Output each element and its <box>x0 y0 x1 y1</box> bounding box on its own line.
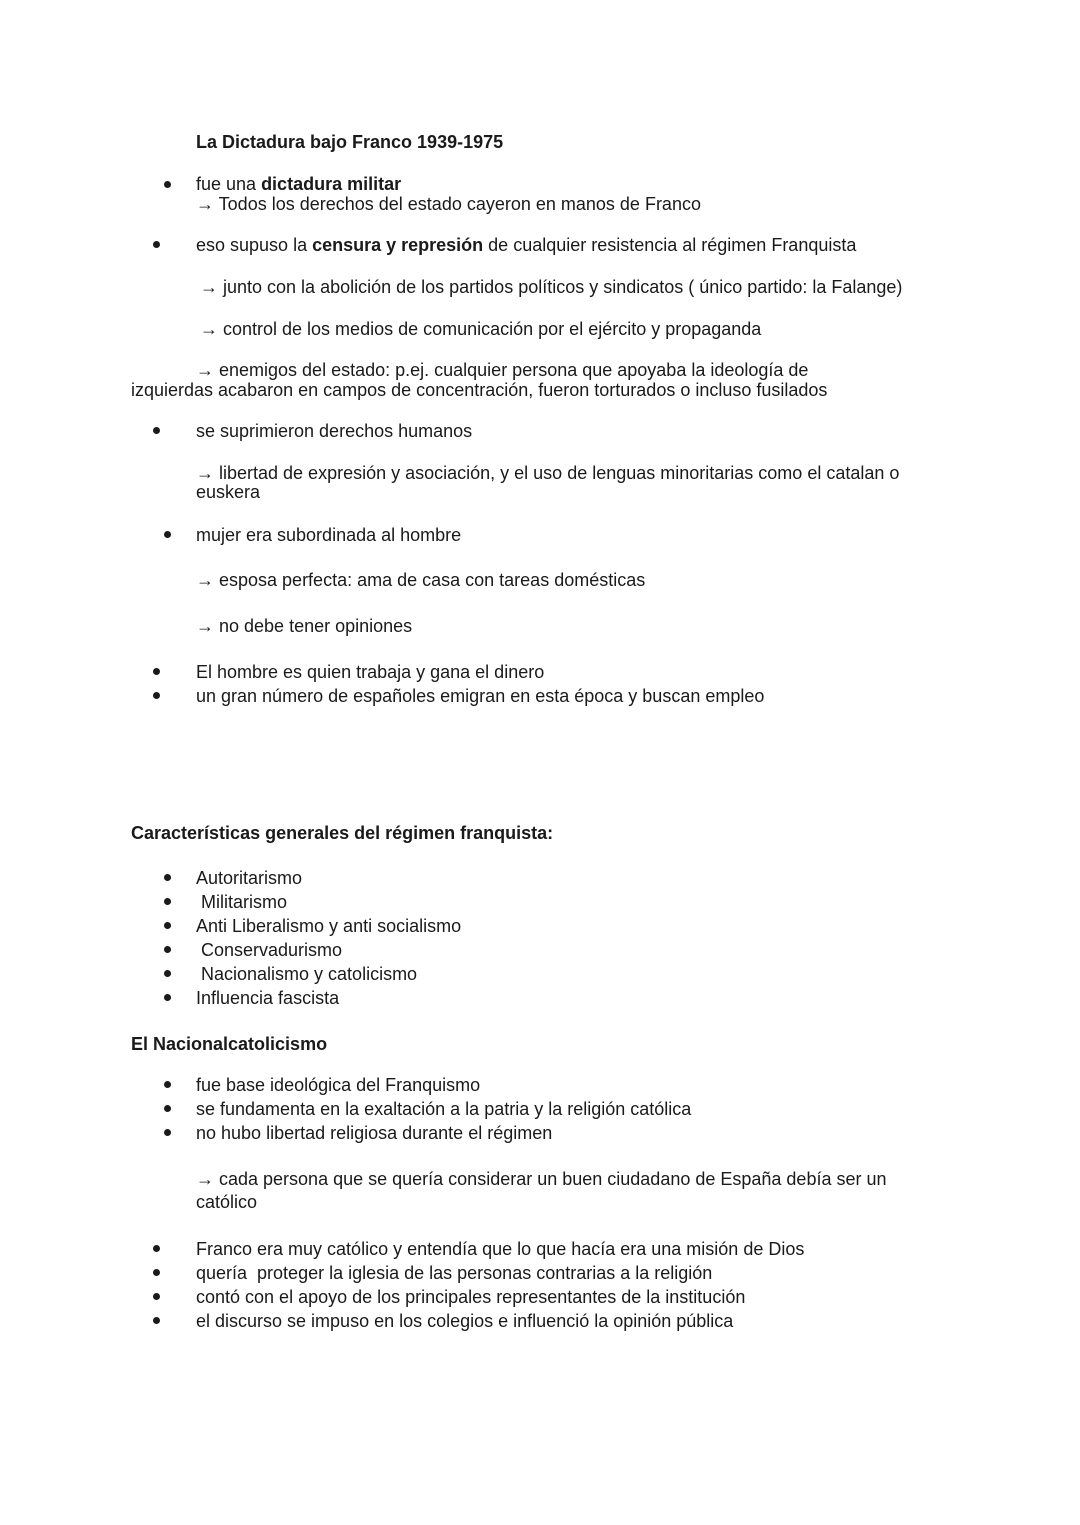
bullet-icon <box>153 427 160 434</box>
bullet-icon <box>164 531 171 538</box>
list-item: Autoritarismo <box>196 868 303 888</box>
sub-item: → control de los medios de comunicación por el ejército y propaganda <box>200 319 762 339</box>
bullet-icon <box>153 241 160 248</box>
sub-item-continuation: izquierdas acabaron en campos de concentración, fueron torturados o incluso fusilados <box>131 380 828 400</box>
bullet-icon <box>153 668 160 675</box>
bullet-icon <box>153 1317 160 1324</box>
bullet-icon <box>164 1081 171 1088</box>
sub-item: → enemigos del estado: p.ej. cualquier persona que apoyaba la ideología de <box>196 360 809 380</box>
bullet-icon <box>164 898 171 905</box>
list-item: contó con el apoyo de los principales representantes de la institución <box>196 1287 746 1307</box>
list-item: Militarismo <box>196 892 288 912</box>
bold-text: dictadura militar <box>261 174 402 194</box>
list-item: El hombre es quien trabaja y gana el dinero <box>196 662 545 682</box>
bullet-icon <box>164 1129 171 1136</box>
list-item: Conservadurismo <box>196 940 343 960</box>
list-item <box>196 235 856 255</box>
sub-item-continuation: euskera <box>196 482 261 502</box>
bold-text: censura y represión <box>312 235 484 255</box>
bullet-icon <box>164 994 171 1001</box>
bullet-icon <box>164 181 171 188</box>
sub-item: → libertad de expresión y asociación, y el uso de lenguas minoritarias como el catalan o <box>196 463 900 483</box>
bullet-icon <box>164 946 171 953</box>
list-item: Nacionalismo y catolicismo <box>196 964 418 984</box>
list-item: Anti Liberalismo y anti socialismo <box>196 916 462 936</box>
sub-item-continuation: católico <box>196 1192 258 1212</box>
list-item: Franco era muy católico y entendía que lo que hacía era una misión de Dios <box>196 1239 805 1259</box>
list-item: quería proteger la iglesia de las personas contrarias a la religión <box>196 1263 713 1283</box>
bullet-icon <box>164 922 171 929</box>
sub-item: → junto con la abolición de los partidos políticos y sindicatos ( único partido: la Falange) <box>200 277 903 297</box>
bullet-icon <box>164 970 171 977</box>
section3-title: El Nacionalcatolicismo <box>131 1034 328 1054</box>
sub-item: → esposa perfecta: ama de casa con tareas domésticas <box>196 570 646 590</box>
list-item <box>196 174 401 194</box>
list-item: mujer era subordinada al hombre <box>196 525 462 545</box>
section2-title: Características generales del régimen franquista: <box>131 823 554 843</box>
bullet-icon <box>153 1269 160 1276</box>
bullet-icon <box>153 1245 160 1252</box>
text-span: de cualquier resistencia al régimen Franquista <box>483 235 857 255</box>
list-item: se fundamenta en la exaltación a la patria y la religión católica <box>196 1099 692 1119</box>
bullet-icon <box>153 1293 160 1300</box>
bullet-icon <box>164 874 171 881</box>
text-span: eso supuso la <box>196 235 313 255</box>
list-item: se suprimieron derechos humanos <box>196 421 473 441</box>
list-item: no hubo libertad religiosa durante el régimen <box>196 1123 553 1143</box>
list-item: el discurso se impuso en los colegios e influenció la opinión pública <box>196 1311 734 1331</box>
list-item: fue base ideológica del Franquismo <box>196 1075 481 1095</box>
sub-item: → no debe tener opiniones <box>196 616 413 636</box>
list-item: Influencia fascista <box>196 988 340 1008</box>
text-span: fue una <box>196 174 262 194</box>
sub-item: → Todos los derechos del estado cayeron en manos de Franco <box>196 194 701 214</box>
sub-item: → cada persona que se quería considerar un buen ciudadano de España debía ser un <box>196 1169 887 1189</box>
bullet-icon <box>153 692 160 699</box>
section1-title: La Dictadura bajo Franco 1939-1975 <box>196 132 504 152</box>
list-item: un gran número de españoles emigran en esta época y buscan empleo <box>196 686 765 706</box>
bullet-icon <box>164 1105 171 1112</box>
